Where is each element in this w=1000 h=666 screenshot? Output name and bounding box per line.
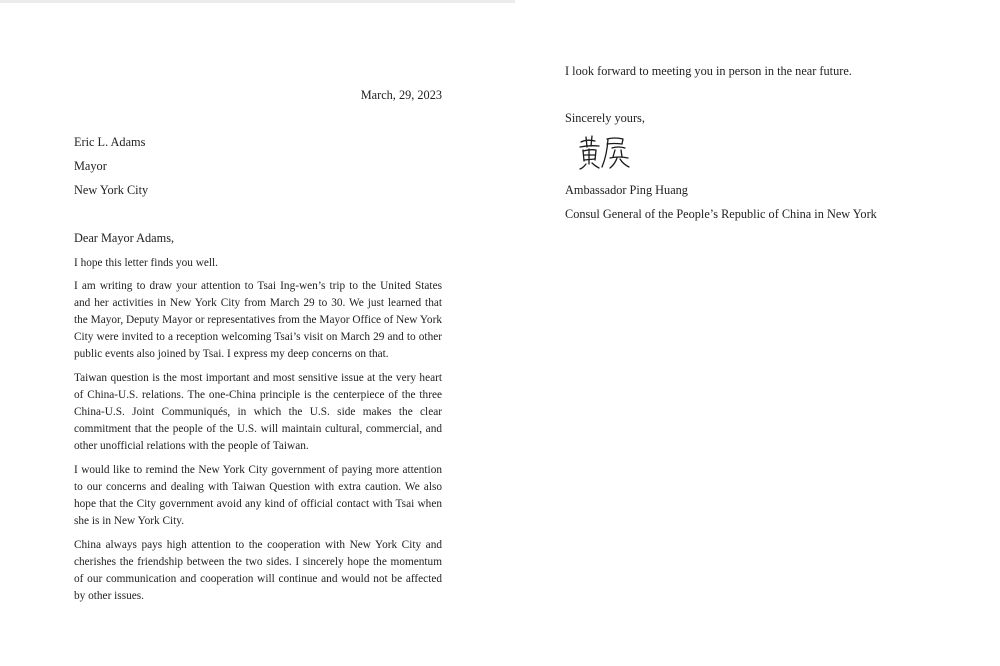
letter-page-left: [74, 0, 442, 666]
body-paragraph-2: I am writing to draw your attention to Tsai Ing-wen’s trip to the United States and her activities in New York City from March 29 to 30. We just learned that the Mayor, Deputy Mayor or representatives from the Mayor Office of New York City were invited to a reception welcoming Tsai’s visit on March 29 and to other public events also joined by Tsai. I express my deep concerns on that.: [74, 280, 442, 360]
body-paragraph-4: I would like to remind the New York City government of paying more attention to our concerns and dealing with Taiwan Question with extra caution. We also hope that the City government avoid any kind of official contact with Tsai when she is in New York City.: [74, 464, 442, 527]
salutation: Dear Mayor Adams,: [74, 231, 175, 245]
body-paragraph-1: I hope this letter finds you well.: [74, 257, 219, 269]
letter-date: March, 29, 2023: [360, 88, 442, 102]
recipient-name: Eric L. Adams: [74, 135, 146, 149]
letter-page-right: [565, 0, 965, 666]
sign-off: Sincerely yours,: [565, 111, 645, 125]
body-paragraph-3: Taiwan question is the most important and most sensitive issue at the very heart of China-U.S. relations. The one-China principle is the centerpiece of the three China-U.S. Joint Communiqués, in which the U.S. side makes the clear commitment that the people of the U.S. will maintain cultural, commercial, and other unofficial relations with the people of Taiwan.: [74, 372, 442, 452]
signer-name: Ambassador Ping Huang: [565, 183, 688, 197]
recipient-title: Mayor: [74, 159, 107, 173]
signer-title: Consul General of the People’s Republic of China in New York: [565, 207, 877, 221]
closing-line: I look forward to meeting you in person in the near future.: [565, 64, 852, 78]
body-paragraph-5: China always pays high attention to the cooperation with New York City and cherishes the friendship between the two sides. I sincerely hope the momentum of our communication and cooperation will continue and would not be affected by other issues.: [74, 539, 442, 602]
handwritten-signature: [577, 133, 637, 173]
recipient-location: New York City: [74, 183, 149, 197]
